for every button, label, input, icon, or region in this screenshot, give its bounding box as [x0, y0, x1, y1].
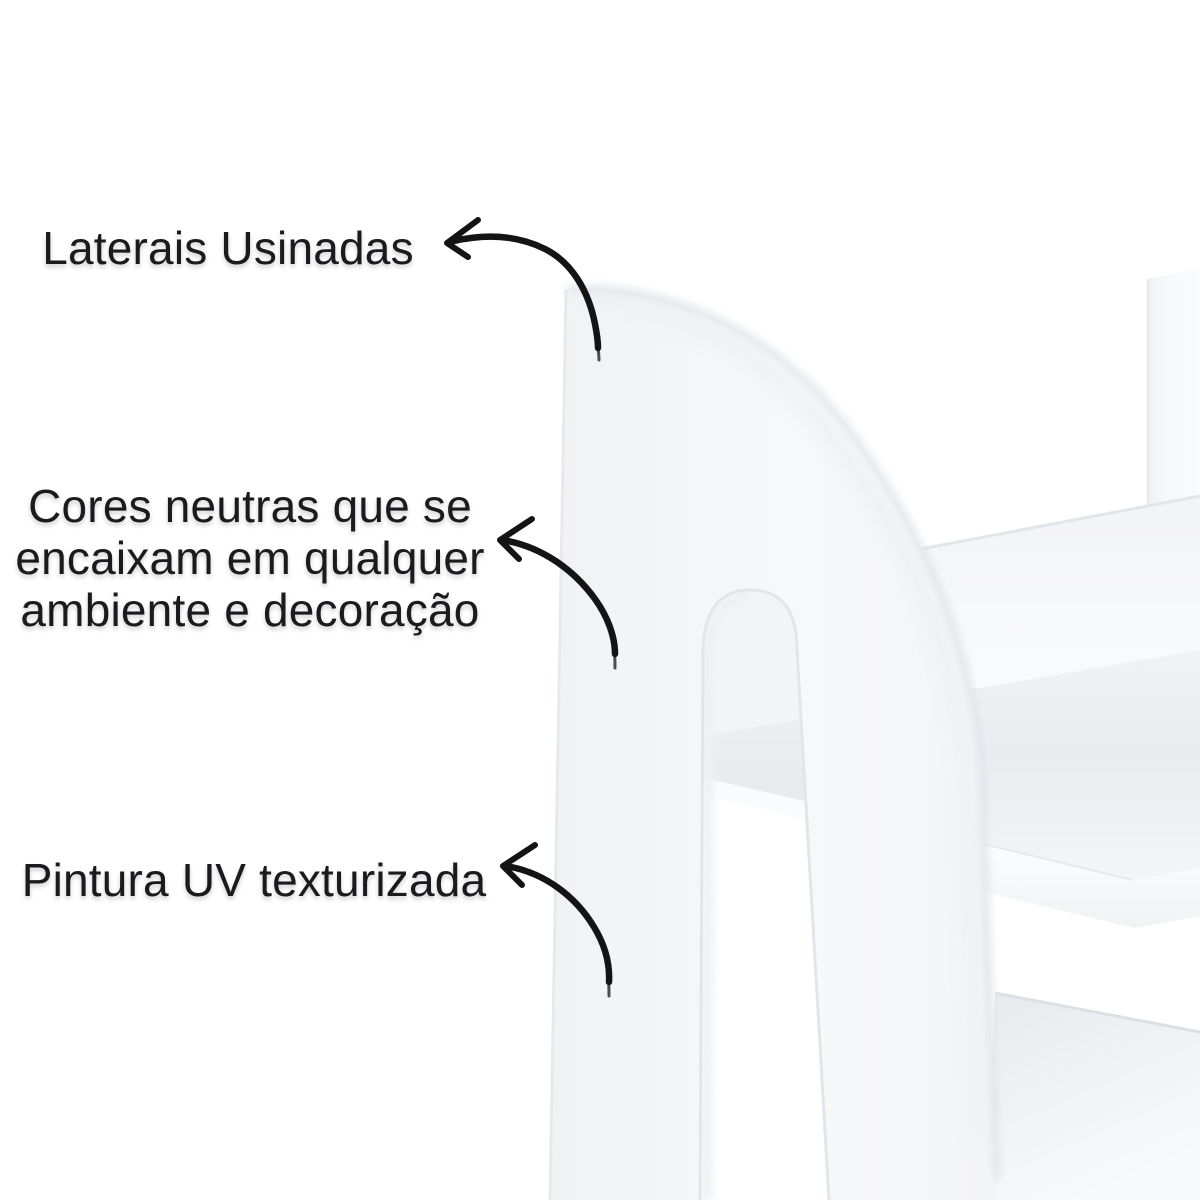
annotation-text: ambiente e decoração [20, 584, 480, 636]
annotation-text: encaixam em qualquer [15, 532, 485, 584]
annotation-label-laterais [0, 222, 456, 274]
rear-top-panel [1148, 268, 1200, 512]
annotation-label-cores [0, 480, 500, 636]
annotation-text: Laterais Usinadas [42, 222, 414, 274]
annotation-text: Cores neutras que se [28, 480, 472, 532]
side-panel [550, 288, 997, 1200]
lower-shelf [985, 993, 1200, 1200]
annotation-label-pintura [0, 854, 508, 906]
annotation-text: Pintura UV texturizada [21, 854, 487, 906]
